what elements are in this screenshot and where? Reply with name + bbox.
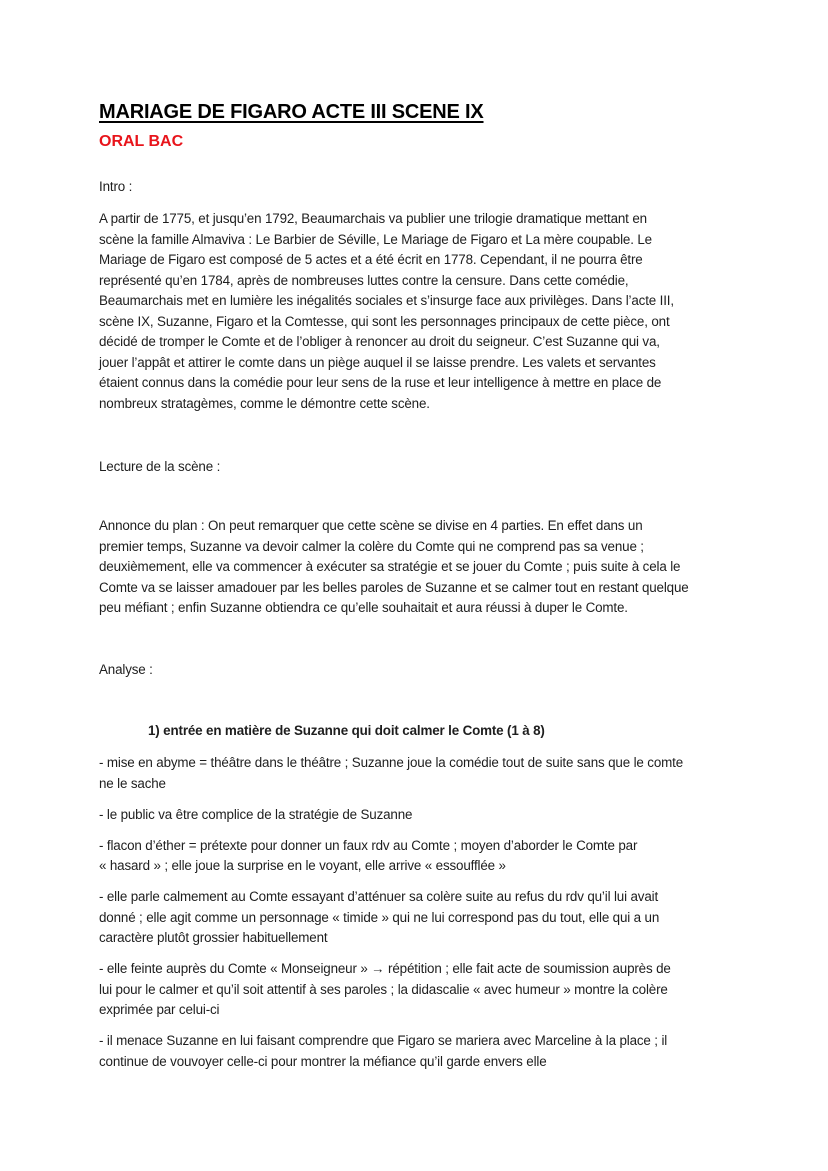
text-line: continue de vouvoyer celle-ci pour montrer la méfiance qu’il garde envers elle — [99, 1053, 547, 1069]
bullet-list — [99, 753, 683, 1083]
text-line: Comte va se laisser amadouer par les belles paroles de Suzanne et se calmer tout en restant quelque — [99, 579, 689, 595]
bullet-item — [99, 753, 683, 794]
text-line: - le public va être complice de la stratégie de Suzanne — [99, 806, 413, 822]
document-title: MARIAGE DE FIGARO ACTE III SCENE IX — [99, 101, 484, 123]
text-line: Mariage de Figaro est composé de 5 actes et a été écrit en 1778. Cependant, il ne pourra être — [99, 252, 643, 267]
text-line: ne le sache — [99, 775, 166, 791]
text-line: - elle parle calmement au Comte essayant d’atténuer sa colère suite au refus du rdv qu’il lui avait — [99, 889, 659, 904]
plan-paragraph — [99, 516, 689, 619]
bullet-item — [99, 805, 683, 826]
text-line: A partir de 1775, et jusqu’en 1792, Beaumarchais va publier une trilogie dramatique mettant en — [99, 211, 647, 226]
text-line: jouer l’appât et attirer le comte dans un piège auquel il se laisse prendre. Les valets et servantes — [99, 354, 656, 370]
text-line: Beaumarchais met en lumière les inégalités sociales et s’insurge face aux privilèges. Dans l’acte III, — [99, 293, 674, 308]
document-title-block — [99, 101, 484, 124]
section-1-heading: 1) entrée en matière de Suzanne qui doit calmer le Comte (1 à 8) — [148, 723, 545, 738]
bullet-item — [99, 1031, 683, 1072]
text-line: caractère plutôt grossier habituellement — [99, 930, 328, 945]
text-line: décidé de tromper le Comte et de l’obliger à renoncer au droit du seigneur. C’est Suzanne qui va, — [99, 334, 660, 349]
text-line: étaient connus dans la comédie pour leur sens de la ruse et leur intelligence à mettre en place de — [99, 375, 662, 390]
bullet-item — [99, 836, 683, 877]
intro-paragraph — [99, 209, 674, 414]
text-line: - flacon d’éther = prétexte pour donner un faux rdv au Comte ; moyen d’aborder le Comte par — [99, 837, 638, 853]
text-line: « hasard » ; elle joue la surprise en le voyant, elle arrive « essoufflée » — [99, 858, 506, 873]
intro-label: Intro : — [99, 179, 133, 194]
text-line: deuxièmement, elle va commencer à exécuter sa stratégie et se jouer du Comte ; puis suite à cela le — [99, 559, 681, 574]
text-line: lui pour le calmer et qu’il soit attentif à ses paroles ; la didascalie « avec humeur » montre la colère — [99, 981, 668, 997]
text-line: scène la famille Almaviva : Le Barbier de Séville, Le Mariage de Figaro et La mère coupable. Le — [99, 231, 652, 247]
text-line: - mise en abyme = théâtre dans le théâtre ; Suzanne joue la comédie tout de suite sans que le comte — [99, 755, 683, 770]
text-line: nombreux stratagèmes, comme le démontre cette scène. — [99, 395, 430, 411]
lecture-label: Lecture de la scène : — [99, 459, 221, 474]
text-line: exprimée par celui-ci — [99, 1002, 220, 1017]
bullet-item — [99, 959, 683, 1021]
analyse-label: Analyse : — [99, 662, 153, 677]
text-line: donné ; elle agit comme un personnage « timide » qui ne lui correspond pas du tout, elle qui a un — [99, 909, 660, 925]
subtitle-oral-bac: ORAL BAC — [99, 133, 184, 150]
text-line: premier temps, Suzanne va devoir calmer la colère du Comte qui ne comprend pas sa venue ; — [99, 538, 644, 554]
text-line: - elle feinte auprès du Comte « Monseigneur » → répétition ; elle fait acte de soumission auprès de — [99, 961, 671, 976]
text-line: - il menace Suzanne en lui faisant comprendre que Figaro se mariera avec Marceline à la place ; il — [99, 1033, 668, 1048]
text-line: peu méfiant ; enfin Suzanne obtiendra ce qu’elle souhaitait et aura réussi à duper le Comte. — [99, 600, 628, 615]
text-line: Annonce du plan : On peut remarquer que cette scène se divise en 4 parties. En effet dans un — [99, 518, 643, 533]
text-line: représenté qu’en 1784, après de nombreuses luttes contre la censure. Dans cette comédie, — [99, 272, 629, 288]
bullet-item — [99, 887, 683, 949]
text-line: scène IX, Suzanne, Figaro et la Comtesse, qui sont les personnages principaux de cette pièce, ont — [99, 313, 670, 329]
